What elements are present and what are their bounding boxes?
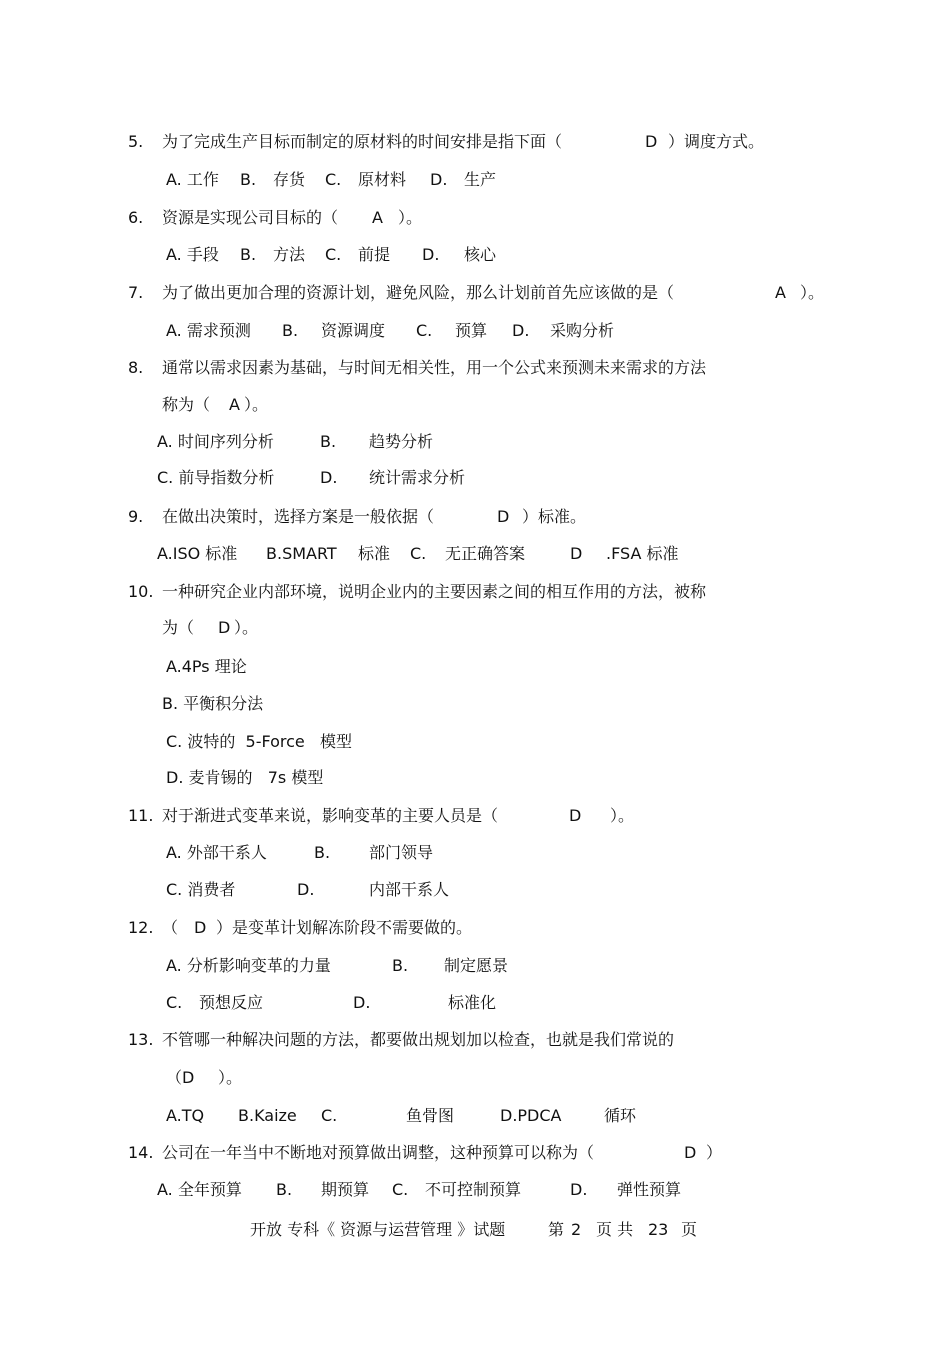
option: C. 前导指数分析 (157, 468, 275, 487)
option: C. (321, 1106, 338, 1125)
option: D. (570, 1180, 588, 1199)
option: A.4Ps 理论 (166, 657, 247, 676)
option: 采购分析 (550, 321, 615, 340)
option: 制定愿景 (444, 956, 509, 975)
question-number: 9. (128, 507, 144, 526)
option: D. (297, 880, 315, 899)
page-number: 2 (571, 1220, 582, 1239)
option: 弹性预算 (617, 1180, 682, 1199)
question-text: （ (162, 918, 179, 937)
option: B.SMART (266, 544, 337, 563)
option: B. (282, 321, 299, 340)
option: C. (325, 170, 342, 189)
option: C. 波特的 5-Force 模型 (166, 732, 353, 751)
option: 循环 (604, 1106, 637, 1125)
question-text: ）标准。 (522, 507, 587, 526)
option: C. (416, 321, 433, 340)
option: 生产 (464, 170, 497, 189)
question-number: 14. (128, 1143, 154, 1162)
answer-letter: A (775, 283, 786, 302)
question-text: 在做出决策时，选择方案是一般依据（ (162, 507, 435, 526)
option: A. 分析影响变革的力量 (166, 956, 331, 975)
option: B.Kaize (238, 1106, 297, 1125)
option: 前提 (358, 245, 391, 264)
question-text: 一种研究企业内部环境，说明企业内的主要因素之间的相互作用的方法，被称 (162, 582, 707, 601)
question-text: ）。 (244, 395, 269, 414)
question-number: 11. (128, 806, 154, 825)
question-text: 称为（ (162, 395, 211, 414)
answer-letter: D (684, 1143, 697, 1162)
question-text: 通常以需求因素为基础，与时间无相关性，用一个公式来预测未来需求的方法 (162, 358, 707, 377)
question-text: 对于渐进式变革来说，影响变革的主要人员是（ (162, 806, 499, 825)
answer-letter: D (218, 618, 231, 637)
answer-letter: D (194, 918, 207, 937)
question-number: 6. (128, 208, 144, 227)
question-text: ） (706, 1143, 723, 1162)
option: B. (240, 245, 257, 264)
option: 期预算 (321, 1180, 370, 1199)
question-10-option-a (0, 657, 247, 697)
option: 原材料 (358, 170, 407, 189)
page-footer (0, 1220, 698, 1360)
option: A. 全年预算 (157, 1180, 242, 1199)
question-text: 不管哪一种解决问题的方法，都要做出规划加以检查，也就是我们常说的 (162, 1030, 675, 1049)
option: .FSA 标准 (606, 544, 679, 563)
option: B. (392, 956, 409, 975)
option: B. 平衡积分法 (162, 694, 264, 713)
option: 鱼骨图 (406, 1106, 455, 1125)
option: C. (166, 993, 183, 1012)
answer-letter: A (229, 395, 240, 414)
question-text: ）。 (218, 1068, 243, 1087)
answer-letter: （D (166, 1068, 195, 1087)
option: D. (430, 170, 448, 189)
question-10-option-b (0, 694, 264, 734)
footer-text: 第 (548, 1220, 565, 1239)
option: A. 工作 (166, 170, 219, 189)
option: D. (512, 321, 530, 340)
option: 不可控制预算 (425, 1180, 522, 1199)
answer-letter: A (372, 208, 383, 227)
page-total: 23 (648, 1220, 669, 1239)
option: 趋势分析 (369, 432, 434, 451)
question-10-option-c (0, 732, 353, 772)
option: A. 需求预测 (166, 321, 251, 340)
answer-letter: D (497, 507, 510, 526)
question-text: ）。 (398, 208, 423, 227)
question-10-option-d (0, 768, 324, 808)
option: C. (392, 1180, 409, 1199)
option: 标准 (358, 544, 391, 563)
answer-letter: D (569, 806, 582, 825)
option: A.TQ (166, 1106, 205, 1125)
option: C. 消费者 (166, 880, 236, 899)
question-text: 为了完成生产目标而制定的原材料的时间安排是指下面（ (162, 132, 563, 151)
option: 预想反应 (199, 993, 264, 1012)
question-number: 13. (128, 1030, 154, 1049)
option: D. (353, 993, 371, 1012)
question-text: ）是变革计划解冻阶段不需要做的。 (216, 918, 473, 937)
footer-text: 页 (681, 1220, 698, 1239)
option: 统计需求分析 (369, 468, 466, 487)
question-text: 为了做出更加合理的资源计划，避免风险，那么计划前首先应该做的是（ (162, 283, 675, 302)
option: B. (276, 1180, 293, 1199)
question-text: ）。 (800, 283, 825, 302)
question-text: 公司在一年当中不断地对预算做出调整，这种预算可以称为（ (162, 1143, 595, 1162)
question-text: ）。 (234, 618, 259, 637)
option: D (570, 544, 583, 563)
option: A. 手段 (166, 245, 219, 264)
option: A. 时间序列分析 (157, 432, 274, 451)
option: 资源调度 (321, 321, 386, 340)
option: D. 麦肯锡的 7s 模型 (166, 768, 324, 787)
question-number: 5. (128, 132, 144, 151)
option: B. (320, 432, 337, 451)
option: 预算 (455, 321, 488, 340)
footer-title: 开放 专科《 资源与运营管理 》试题 (250, 1220, 506, 1239)
question-text: 资源是实现公司目标的（ (162, 208, 339, 227)
footer-text: 页 共 (596, 1220, 634, 1239)
question-number: 8. (128, 358, 144, 377)
option: A. 外部干系人 (166, 843, 267, 862)
question-number: 10. (128, 582, 154, 601)
option: D.PDCA (500, 1106, 562, 1125)
question-text: ）。 (610, 806, 635, 825)
option: 部门领导 (369, 843, 434, 862)
option: 方法 (273, 245, 306, 264)
option: B. (314, 843, 331, 862)
option: 标准化 (448, 993, 497, 1012)
option: B. (240, 170, 257, 189)
question-text: 为（ (162, 618, 195, 637)
option: D. (320, 468, 338, 487)
question-number: 7. (128, 283, 144, 302)
option: A.ISO 标准 (157, 544, 238, 563)
option: D. (422, 245, 440, 264)
answer-letter: D (645, 132, 658, 151)
option: 内部干系人 (369, 880, 450, 899)
option: 无正确答案 (445, 544, 526, 563)
option: 存货 (273, 170, 306, 189)
option: C. (325, 245, 342, 264)
option: 核心 (464, 245, 497, 264)
question-number: 12. (128, 918, 154, 937)
option: C. (410, 544, 427, 563)
question-text: ）调度方式。 (668, 132, 765, 151)
